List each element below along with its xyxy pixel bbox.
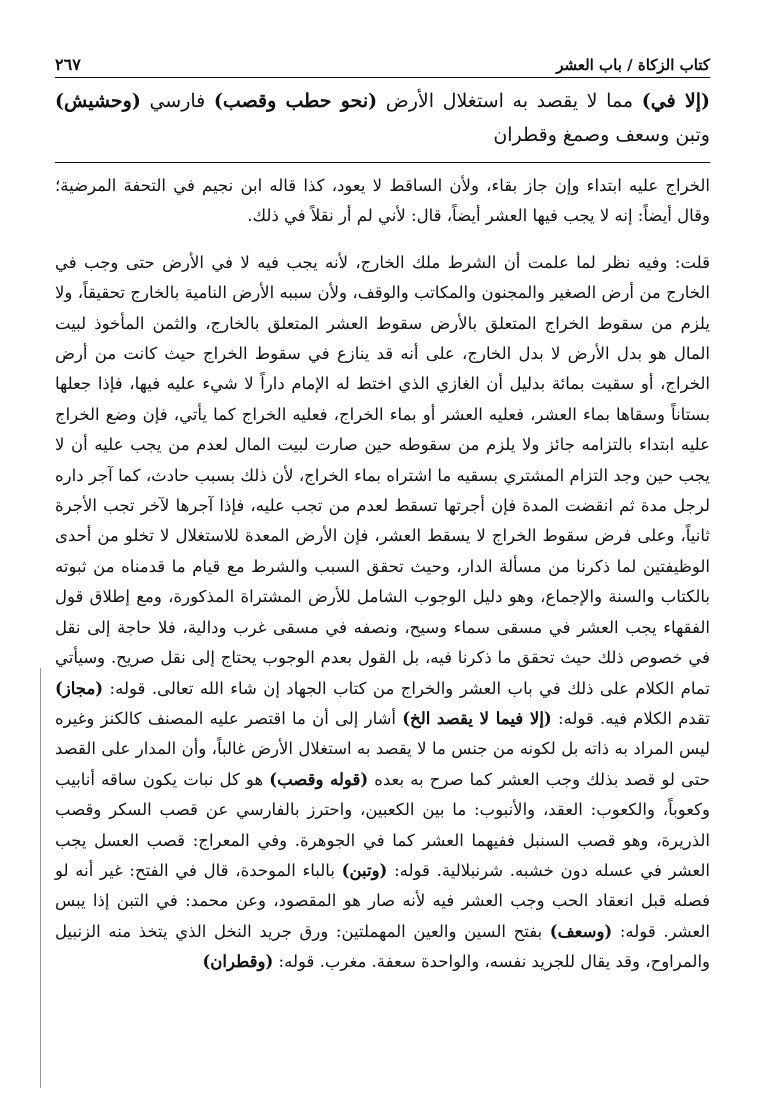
keyword-quote: (وسعف): [549, 921, 613, 941]
text-run: فارسي: [140, 90, 214, 112]
keyword-quote: (وتبن): [341, 860, 388, 880]
keyword-quote: (وقطران): [202, 952, 274, 972]
text-run: قلت: وفيه نظر لما علمت أن الشرط ملك الخارج، لأنه يجب فيه لا في الأرض حتى وجب في الخارج من أرض الصغير والمجنون والمكاتب والوقف، ولأن سببه الأرض النامية بالخارج تحقيقاً، ولا يلزم من سقوط الخراج المتعلق بالأرض سقوط العشر المتعلق بالخارج، والثمن المأخوذ لبيت المال هو بدل الأرض لا بدل الخارج، على أنه قد ينازع في سقوط الخراج حيث كانت من أرض الخراج، أو سقيت بمائة بدليل أن الغازي الذي اختط له الإمام داراً لا شيء عليه فيها، فإذا جعلها بستاناً وسقاها بماء العشر، فعليه العشر أو بماء الخراج، فعليه الخراج كما يأتي، فإن وضع الخراج عليه ابتداء بالتزامه جائز ولا يلزم من سقوطه حين صارت لبيت المال لعدم من يجب عليه أن لا يجب حين وجد التزام المشتري بسقيه ما اشتراه بماء الخراج، لأن ذلك بسبب حادث، كما آجر داره لرجل مدة ثم انقضت المدة فإن أجرتها تسقط لعدم من تجب عليه، فإذا آجرها لآخر تجب الأجرة ثانياً، وعلى فرض سقوط الخراج لا يسقط العشر، فإن الأرض المعدة للاستغلال لا تخلو من أحدى الوظيفتين لما ذكرنا من مسألة الدار، وحيث تحقق السبب والشرط مع قيام ما قدمناه من ثبوته بالكتاب والسنة والإجماع، وهو دليل الوجوب الشامل للأرض المشتراة المذكورة، ومع إطلاق قول الفقهاء يجب العشر في مسقى سماء وسيح، ونصفه في مسقى غرب ودالية، فلا حاجة إلى نقل في خصوص ذلك حيث تحقق ما ذكرنا فيه، بل القول بعدم الوجوب يحتاج إلى نقل صريح. وسيأتي تمام الكلام على ذلك في باب العشر والخراج من كتاب الجهاد إن شاء الله تعالى. قوله:: [55, 252, 710, 698]
commentary-paragraph: [55, 171, 710, 232]
commentary-paragraph: [55, 248, 710, 978]
header-divider: [55, 77, 710, 78]
text-run: بفتح السين والعين المهملتين: ورق جريد النخل الذي يتخذ منه الزنبيل والمراوح، وقد يقال للجريد نفسه، والواحدة سعفة. مغرب. قوله:: [55, 921, 710, 972]
text-run: هو كل نبات يكون ساقه أنابيب وكعوباً، والكعوب: العقد، والأنبوب: ما بين الكعبين، واحترز بالفارسي عن قصب السكر وقصب الذريرة، وهو قصب السنبل ففيهما العشر كما في الجوهرة. وفي المعراج: قصب العسل يجب العشر في عسله دون خشبه. شرنبلالية. قوله:: [55, 769, 710, 880]
page-number: ٢٦٧: [55, 55, 81, 74]
sharh-commentary: [55, 171, 710, 978]
keyword-quote: (قوله وقصب): [269, 769, 369, 789]
matn-text: [55, 84, 710, 162]
margin-line: [40, 668, 41, 1088]
keyword-quote: (وحشيش): [55, 90, 141, 112]
text-run: وتبن وسعف وصمغ وقطران: [493, 124, 710, 146]
keyword-quote: (مجاز): [55, 678, 104, 698]
book-page: [55, 48, 710, 978]
text-run: بالباء الموحدة، قال في الفتح: غير أنه لو فصله قبل انعقاد الحب وجب العشر فيه لأنه صار هو المقصود، وعن محمد: في التبن إذا يبس العشر. قوله:: [55, 860, 710, 941]
text-run: مما لا يقصد به استغلال الأرض: [377, 90, 642, 112]
text-run: تقدم الكلام فيه. قوله:: [551, 708, 711, 728]
keyword-quote: (إلا فيما لا يقصد الخ): [402, 708, 552, 728]
text-run: أشار إلى أن ما اقتصر عليه المصنف كالكنز وغيره ليس المراد به ذاته بل لكونه من جنس ما لا يقصد به استغلال الأرض غالباً، وأن المدار على القصد حتى لو قصد بذلك وجب العشر كما صرح به بعده: [55, 708, 710, 789]
keyword-quote: (نحو حطب وقصب): [213, 90, 378, 112]
running-header: [55, 48, 710, 74]
keyword-quote: (إلا في): [641, 90, 711, 112]
text-run: الخراج عليه ابتداء وإن جاز بقاء، ولأن الساقط لا يعود، كذا قاله ابن نجيم في التحفة المرضية؛ وقال أيضاً: إنه لا يجب فيها العشر أيضاً، قال: لأني لم أر نقلاً في ذلك.: [55, 176, 710, 226]
header-title: كتاب الزكاة / باب العشر: [556, 56, 710, 74]
matn-divider: [55, 162, 710, 163]
